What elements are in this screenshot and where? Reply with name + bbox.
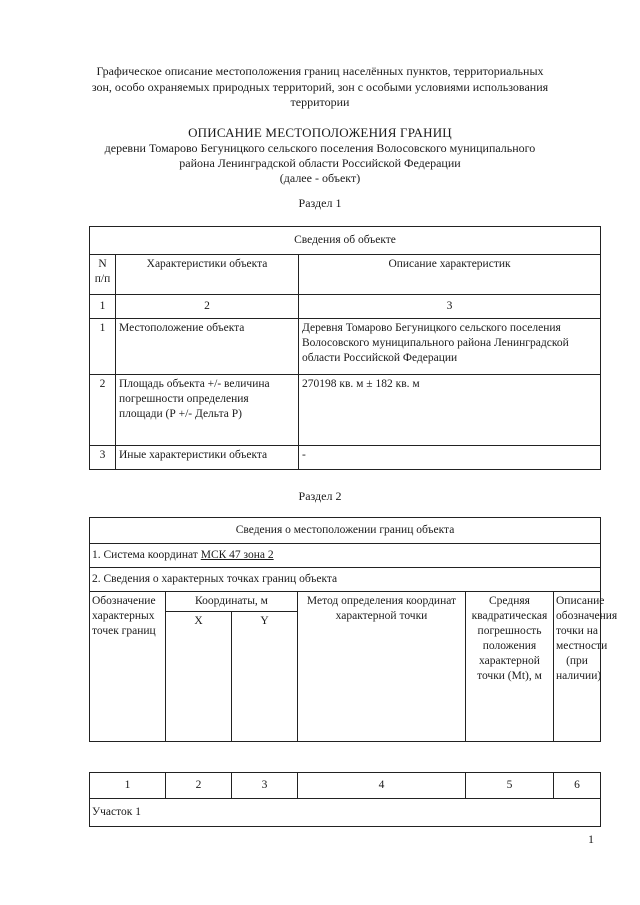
boundary-points-table-body — [89, 772, 601, 827]
column-number: 2 — [166, 773, 232, 799]
column-header-y: Y — [232, 612, 298, 742]
coordinate-system-row — [90, 544, 601, 568]
title-line-2: района Ленинградской области Российской Федерации — [179, 156, 461, 170]
column-number: 4 — [298, 773, 466, 799]
column-header-accuracy: Средняя квадратическая погрешность положения характерной точки (Mt), м — [466, 592, 554, 742]
row-characteristic: Местоположение объекта — [116, 319, 299, 375]
row-description: Деревня Томарово Бегуницкого сельского поселения Волосовского муниципального района Ленинградской области Российской Федерации — [299, 319, 601, 375]
title-line-3: (далее - объект) — [279, 171, 361, 185]
column-header-point-description: Описание обозначения точки на местности (при наличии) — [554, 592, 601, 742]
table-caption: Сведения об объекте — [90, 227, 601, 255]
column-number: 6 — [554, 773, 601, 799]
document-heading — [0, 64, 640, 111]
column-header-x: X — [166, 612, 232, 742]
column-number: 2 — [116, 295, 299, 319]
document-title — [0, 125, 640, 186]
column-header-characteristic: Характеристики объекта — [116, 255, 299, 295]
column-number: 3 — [299, 295, 601, 319]
column-number: 5 — [466, 773, 554, 799]
row-number: 1 — [90, 319, 116, 375]
table-row — [90, 375, 601, 446]
column-header-method: Метод определения координат характерной точки — [298, 592, 466, 742]
section-2-label: Раздел 2 — [298, 489, 342, 503]
table-caption: Сведения о местоположении границ объекта — [90, 518, 601, 544]
column-number: 1 — [90, 295, 116, 319]
heading-line-2: зон, особо охраняемых природных территорий, зон с особыми условиями использования — [91, 79, 549, 94]
page-number: 1 — [588, 832, 594, 846]
table-row — [90, 319, 601, 375]
parcel-label: Участок 1 — [90, 799, 601, 827]
object-info-table — [89, 226, 601, 470]
column-number: 3 — [232, 773, 298, 799]
title-line-1: деревни Томарово Бегуницкого сельского поселения Волосовского муниципального — [104, 141, 536, 155]
column-header-number: N п/п — [90, 255, 116, 295]
row-characteristic: Иные характеристики объекта — [116, 446, 299, 470]
coordinate-system-label: 1. Система координат — [92, 549, 201, 561]
row-characteristic: Площадь объекта +/- величина погрешности определения площади (Р +/- Дельта Р) — [116, 375, 299, 446]
row-description: - — [299, 446, 601, 470]
heading-line-1: Графическое описание местоположения границ населённых пунктов, территориальных — [96, 64, 544, 78]
column-header-description: Описание характеристик — [299, 255, 601, 295]
title-main: ОПИСАНИЕ МЕСТОПОЛОЖЕНИЯ ГРАНИЦ — [188, 125, 452, 140]
column-number: 1 — [90, 773, 166, 799]
section-1-label: Раздел 1 — [298, 196, 342, 210]
row-number: 3 — [90, 446, 116, 470]
column-header-designation: Обозначение характерных точек границ — [90, 592, 166, 742]
heading-line-3: территории — [290, 95, 350, 109]
boundary-points-table — [89, 517, 618, 742]
column-header-coordinates: Координаты, м — [166, 592, 298, 612]
row-description: 270198 кв. м ± 182 кв. м — [299, 375, 601, 446]
points-caption: 2. Сведения о характерных точках границ объекта — [90, 568, 601, 592]
row-number: 2 — [90, 375, 116, 446]
table-row — [90, 446, 601, 470]
coordinate-system-value: МСК 47 зона 2 — [200, 549, 274, 561]
